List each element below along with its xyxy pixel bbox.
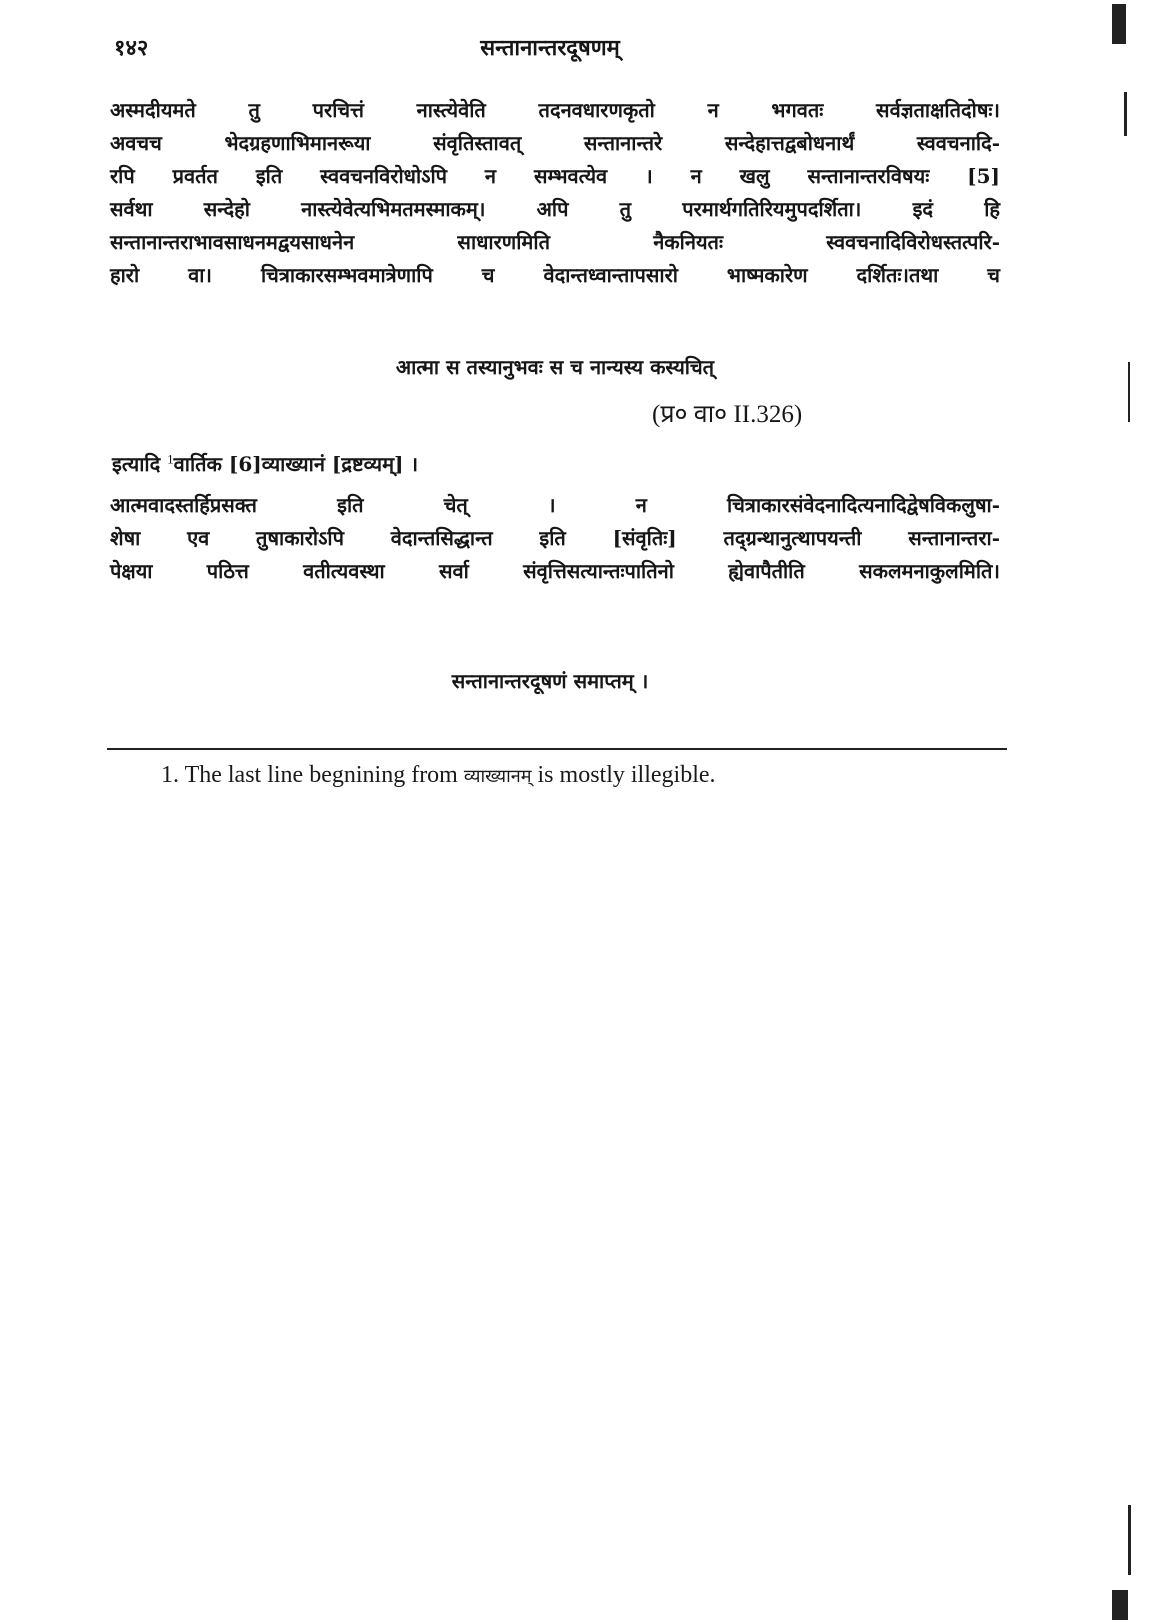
verse-reference: (प्र० वा० II.326) — [652, 401, 803, 428]
paragraph-1-line: अवचच भेदग्रहणाभिमानरूया संवृतिस्तावत् सन्तानान्तरे सन्देहात्तद्वबोधनार्थं स्ववचनादि- — [110, 131, 1000, 155]
colophon: सन्तानान्तरदूषणं समाप्तम् । — [451, 669, 649, 693]
ityadi-after: वार्तिक [6]व्याख्यानं [द्रष्टव्यम्] । — [173, 452, 419, 476]
footnote-divider — [107, 748, 1007, 750]
scan-artifact — [1124, 92, 1127, 136]
ityadi-before: इत्यादि — [112, 452, 168, 476]
footnote-text-after: is mostly illegible. — [531, 762, 716, 788]
paragraph-1-line: सन्तानान्तराभावसाधनमद्वयसाधनेन साधारणमिति नैकनियतः स्ववचनादिविरोधस्तत्परि- — [110, 230, 1000, 254]
footnote-number: 1. — [161, 762, 179, 788]
scan-artifact — [1112, 1590, 1128, 1620]
paragraph-1-line: सर्वथा सन्देहो नास्त्येवेत्यभिमतमस्माकम्। अपि तु परमार्थगतिरियमुपदर्शिता। इदं हि — [110, 197, 1000, 221]
footnote — [161, 762, 716, 789]
running-title: सन्तानान्तरदूषणम् — [480, 35, 620, 61]
paragraph-1-line: हारो वा। चित्राकारसम्भवमात्रेणापि च वेदान्तध्वान्तापसारो भाष्मकारेण दर्शितः।तथा च — [110, 263, 1000, 287]
footnote-text-before: The last line begnining from — [184, 762, 464, 788]
paragraph-1 — [110, 94, 1000, 292]
paragraph-2 — [110, 489, 1000, 588]
paragraph-2-line: आत्मवादस्तर्हिप्रसक्त इति चेत् । न चित्राकारसंवेदनादित्यनादिद्वेषविकलुषा- — [110, 493, 1000, 517]
paragraph-1-line: रपि प्रवर्तत इति स्ववचनविरोधोऽपि न सम्भवत्येव । न खलु सन्तानान्तरविषयः [5] — [110, 164, 1000, 188]
scan-artifact — [1128, 362, 1130, 422]
paragraph-2-line: शेषा एव तुषाकारोऽपि वेदान्तसिद्धान्त इति [संवृतिः] तद्ग्रन्थानुत्थापयन्ती सन्तानान्तरा- — [110, 526, 1000, 550]
footnote-term: व्याख्यानम् — [463, 766, 532, 787]
scan-artifact — [1112, 4, 1126, 44]
paragraph-1-line: अस्मदीयमते तु परचित्तं नास्त्येवेति तदनवधारणकृतो न भगवतः सर्वज्ञताक्षतिदोषः। — [110, 98, 1000, 122]
paragraph-2-line: पेक्षया पठित्त वतीत्यवस्था सर्वा संवृत्तिसत्यान्तःपातिनो ह्येवापैतीति सकलमनाकुलमिति। — [110, 559, 1000, 583]
footnote-mark: 1 — [167, 451, 174, 467]
scan-artifact — [1128, 1505, 1131, 1575]
ityadi-line — [112, 450, 418, 477]
verse-quotation: आत्मा स तस्यानुभवः स च नान्यस्य कस्यचित् — [395, 355, 715, 379]
page-number: १४२ — [114, 35, 149, 61]
